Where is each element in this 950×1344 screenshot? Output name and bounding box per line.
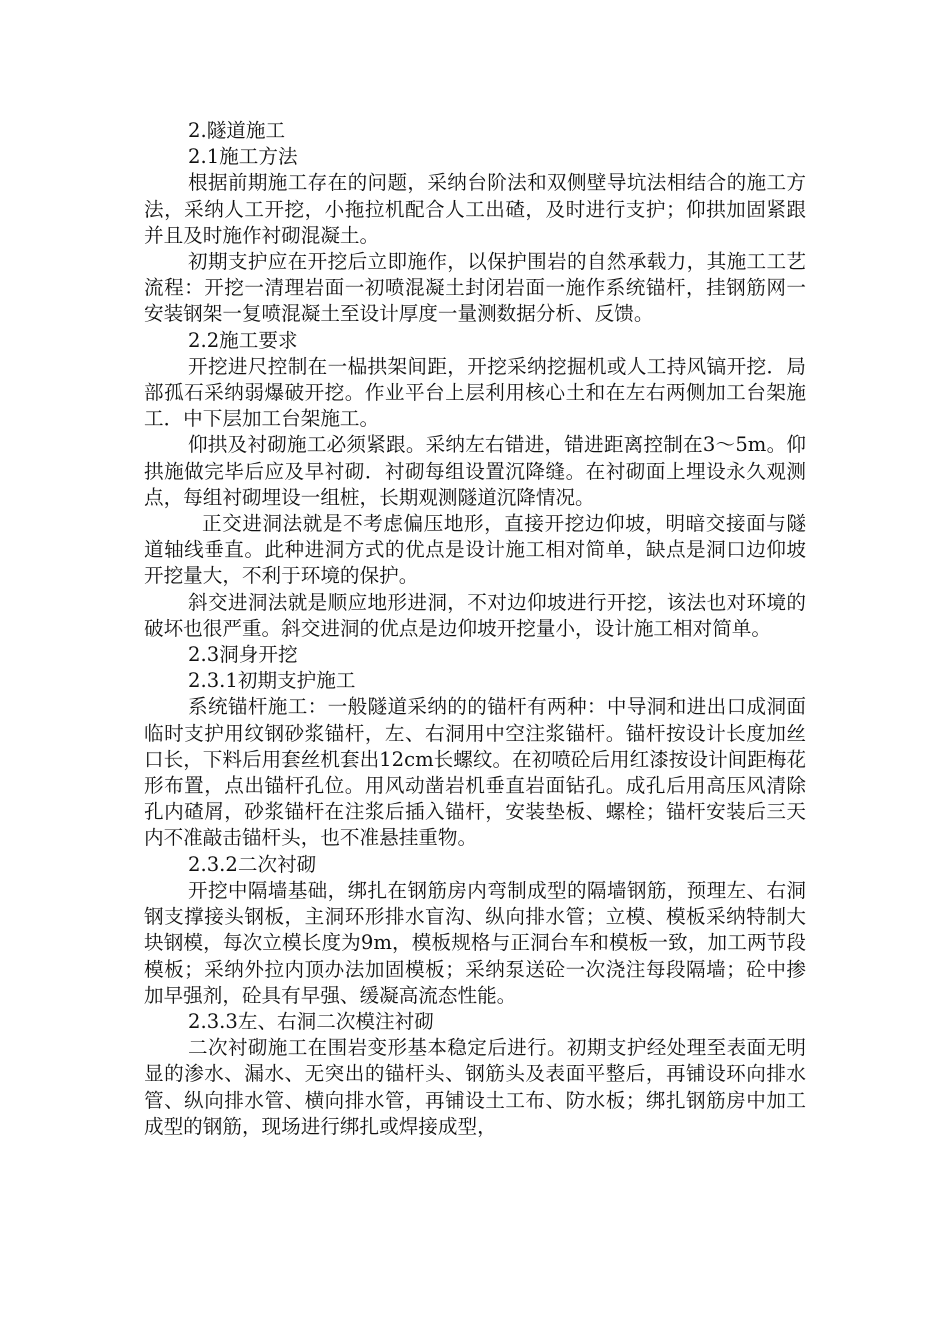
paragraph-excavation-footage: 开挖进尺控制在一榀拱架间距，开挖采纳挖掘机或人工持风镐开挖．局部孤石采纳弱爆破开挖。作业平台上层利用核心土和在左右两侧加工台架施工．中下层加工台架施工。 <box>144 354 806 431</box>
paragraph-invert-lining: 仰拱及衬砌施工必须紧跟。采纳左右错进，错进距离控制在3～5m。仰拱施做完毕后应及早衬砌．衬砌每组设置沉降缝。在衬砌面上埋设永久观测点，每组衬砌埋设一组桩，长期观测隧道沉降情况。 <box>144 433 806 509</box>
paragraph-partition-wall: 开挖中隔墙基础，绑扎在钢筋房内弯制成型的隔墙钢筋，预理左、右洞钢支撑接头钢板，主洞环形排水盲沟、纵向排水管；立模、模板采纳特制大块钢模，每次立模长度为9m，模板规格与正洞台车和模板一致，加工两节段模板；采纳外拉内顶办法加固模板；采纳泵送砼一次浇注每段隔墙；砼中掺加早强剂，砼具有早强、缓凝高流态性能。 <box>144 878 806 1007</box>
section-heading-2: 2.隧道施工 <box>188 119 286 142</box>
paragraph-initial-support: 初期支护应在开挖后立即施作，以保护围岩的自然承载力，其施工工艺流程：开挖一清理岩面一初喷混凝土封闭岩面一施作系统锚杆，挂钢筋网一安装钢架一复喷混凝土至设计厚度一量测数据分析、反馈。 <box>144 250 806 326</box>
section-heading-2-3-2: 2.3.2二次衬砌 <box>188 852 317 876</box>
section-heading-2-3: 2.3洞身开挖 <box>188 643 298 667</box>
paragraph-anchor-bolt: 系统锚杆施工：一般隧道采纳的的锚杆有两种：中导洞和进出口成洞面临时支护用纹钢砂浆锚杆，左、右洞用中空注浆锚杆。锚杆按设计长度加丝口长，下料后用套丝机套出12cm长螺纹。在初喷砼后用红漆按设计间距梅花形布置，点出锚杆孔位。用风动凿岩机垂直岩面钻孔。成孔后用高压风清除孔内碴屑，砂浆锚杆在注浆后插入锚杆，安装垫板、螺栓；锚杆安装后三天内不准敲击锚杆头，也不准悬挂重物。 <box>144 695 806 850</box>
document-page <box>144 118 806 1140</box>
paragraph-orthogonal-entry: 正交进洞法就是不考虑偏压地形，直接开挖边仰坡，明暗交接面与隧道轴线垂直。此种进洞方式的优点是设计施工相对简单，缺点是洞口边仰坡开挖量大，不利于环境的保护。 <box>144 512 806 588</box>
section-heading-2-2: 2.2施工要求 <box>188 328 298 352</box>
section-heading-2-3-3: 2.3.3左、右洞二次模注衬砌 <box>188 1009 434 1033</box>
paragraph-oblique-entry: 斜交进洞法就是顺应地形进洞，不对边仰坡进行开挖，该法也对环境的破坏也很严重。斜交进洞的优点是边仰坡开挖量小，设计施工相对简单。 <box>144 590 806 640</box>
section-heading-2-3-1: 2.3.1初期支护施工 <box>188 669 356 693</box>
paragraph-construction-method: 根据前期施工存在的问题，采纳台阶法和双侧壁导坑法相结合的施工方法，采纳人工开挖，小拖拉机配合人工出碴，及时进行支护；仰拱加固紧跟并且及时施作衬砌混凝土。 <box>144 171 806 247</box>
paragraph-secondary-lining: 二次衬砌施工在围岩变形基本稳定后进行。初期支护经处理至表面无明显的渗水、漏水、无突出的锚杆头、钢筋头及表面平整后，再铺设环向排水管、纵向排水管、横向排水管，再铺设土工布、防水板；绑扎钢筋房中加工成型的钢筋，现场进行绑扎或焊接成型， <box>144 1036 806 1138</box>
section-heading-2-1: 2.1施工方法 <box>188 145 298 169</box>
